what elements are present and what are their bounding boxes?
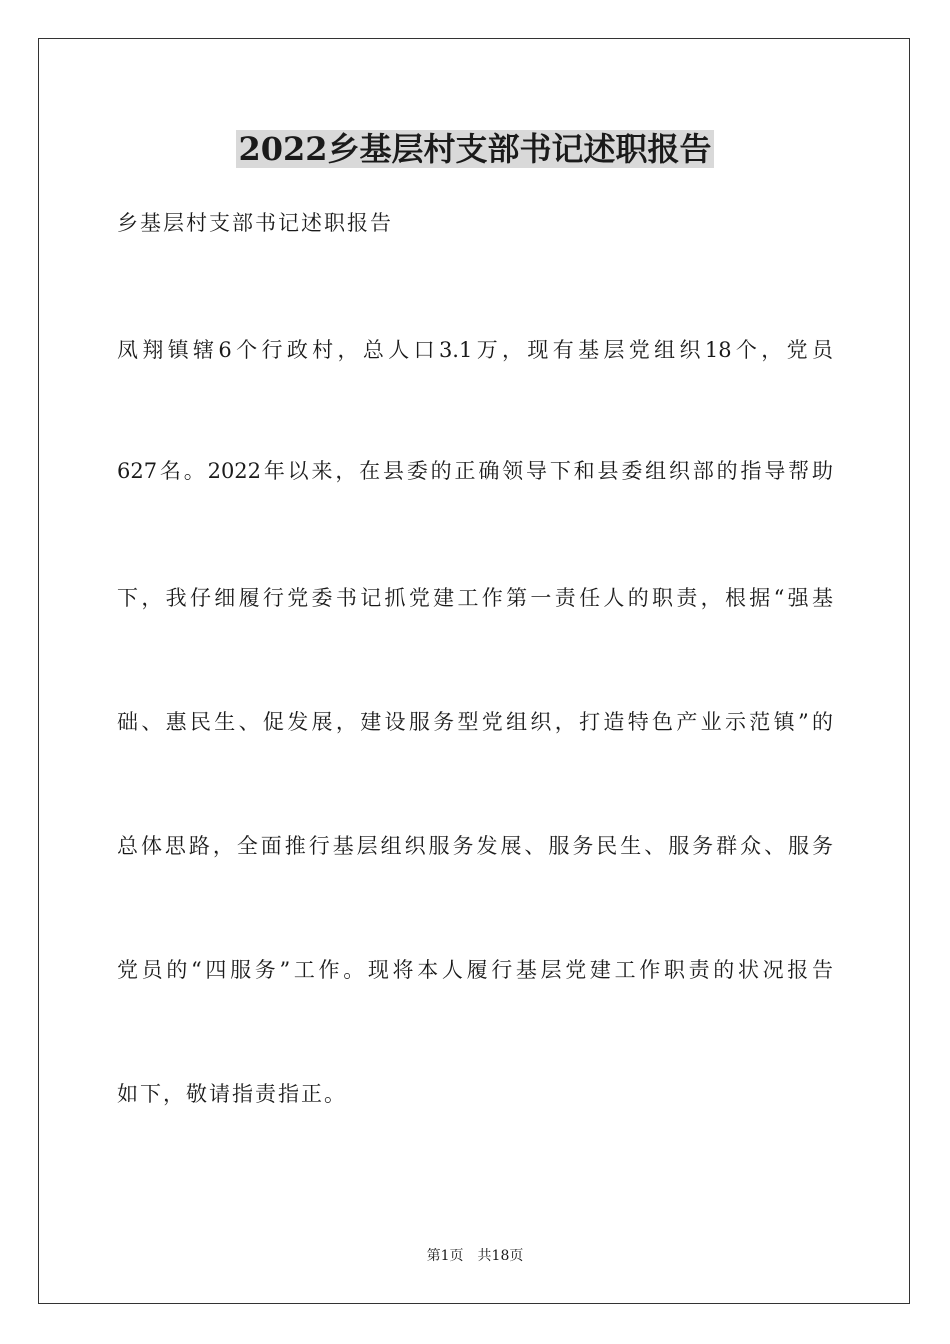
body-paragraph-line: 如下，敬请指责指正。 [117, 1082, 347, 1106]
document-subtitle: 乡基层村支部书记述职报告 [117, 211, 393, 235]
page-footer [0, 1246, 950, 1266]
body-paragraph-line: 总体思路，全面推行基层组织服务发展、服务民生、服务群众、服务 [117, 834, 833, 858]
body-paragraph-line: 下，我仔细履行党委书记抓党建工作第一责任人的职责，根据“强基 [117, 586, 833, 610]
document-title [0, 126, 950, 172]
body-paragraph-line: 凤翔镇辖6个行政村，总人口3.1万，现有基层党组织18个，党员 [117, 338, 833, 362]
page-total: 共18页 [477, 1248, 524, 1264]
body-paragraph-line: 党员的“四服务”工作。现将本人履行基层党建工作职责的状况报告 [117, 958, 833, 982]
page-number: 第1页 [426, 1248, 464, 1264]
document-title-text: 2022乡基层村支部书记述职报告 [238, 130, 712, 168]
body-paragraph-line: 础、惠民生、促发展，建设服务型党组织，打造特色产业示范镇”的 [117, 710, 833, 734]
body-paragraph-line: 627名。2022年以来，在县委的正确领导下和县委组织部的指导帮助 [117, 459, 833, 483]
